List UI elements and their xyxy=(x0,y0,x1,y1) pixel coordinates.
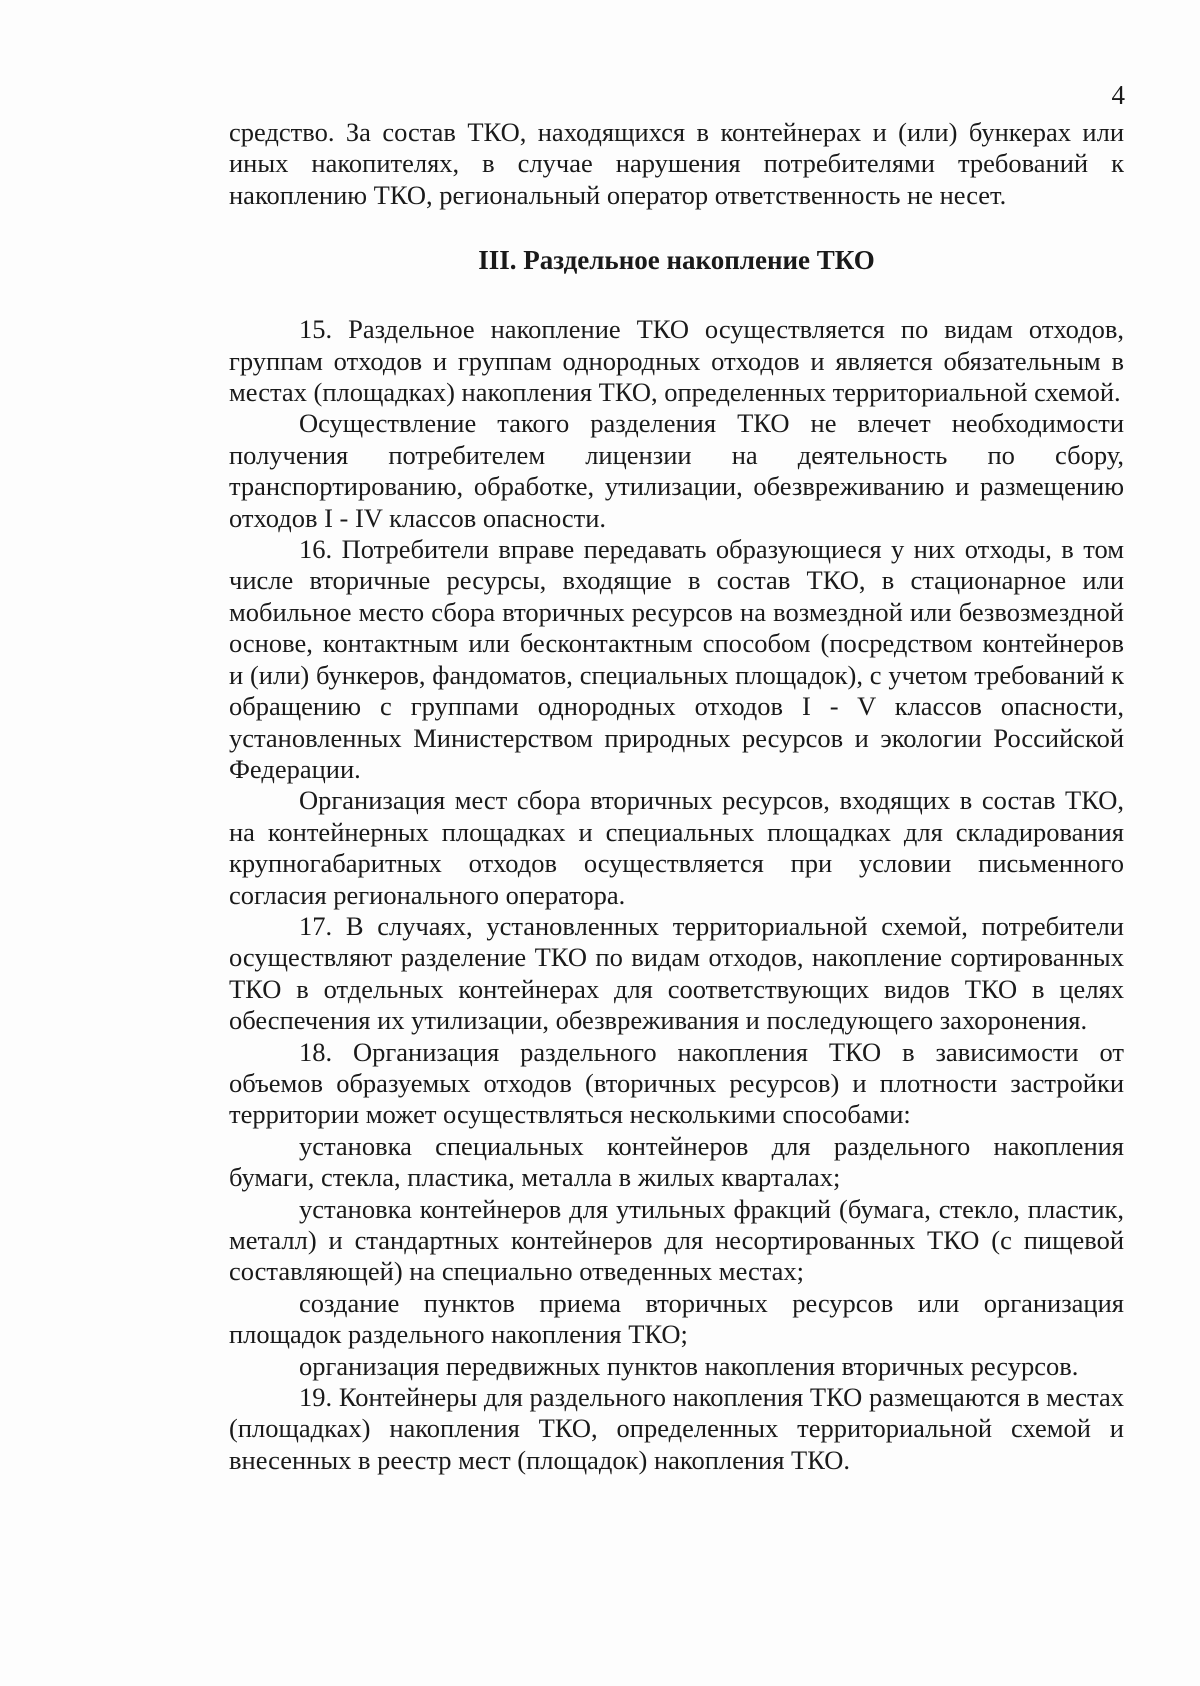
paragraph-16: 16. Потребители вправе передавать образующиеся у них отходы, в том числе вторичные ресурсы, входящие в состав ТКО, в стационарное или мобильное место сбора вторичных ресурсов на возмездной или безвозмездной основе, контактным или бесконтактным способом (посредством контейнеров и (или) бункеров, фандоматов, специальных площадок), с учетом требований к обращению с группами однородных отходов I - V классов опасности, установленных Министерством природных ресурсов и экологии Российской Федерации. xyxy=(229,534,1124,784)
paragraph-18: 18. Организация раздельного накопления ТКО в зависимости от объемов образуемых отходов (вторичных ресурсов) и плотности застройки территории может осуществляться несколькими способами: xyxy=(229,1036,1124,1130)
list-item: организация передвижных пунктов накопления вторичных ресурсов. xyxy=(299,1350,1079,1381)
section-heading: III. Раздельное накопление ТКО xyxy=(478,245,875,276)
list-item: установка специальных контейнеров для раздельного накопления бумаги, стекла, пластика, металла в жилых кварталах; xyxy=(229,1130,1124,1193)
list-item: установка контейнеров для утильных фракций (бумага, стекло, пластик, металл) и стандартных контейнеров для несортированных ТКО (с пищевой составляющей) на специально отведенных местах; xyxy=(229,1193,1124,1287)
paragraph-16-note: Организация мест сбора вторичных ресурсов, входящих в состав ТКО, на контейнерных площадках и специальных площадках для складирования крупногабаритных отходов осуществляется при условии письменного согласия регионального оператора. xyxy=(229,785,1124,910)
paragraph-19: 19. Контейнеры для раздельного накопления ТКО размещаются в местах (площадках) накопления ТКО, определенных территориальной схемой и внесенных в реестр мест (площадок) накопления ТКО. xyxy=(229,1382,1124,1475)
paragraph-17: 17. В случаях, установленных территориальной схемой, потребители осуществляют разделение ТКО по видам отходов, накопление сортированных ТКО в отдельных контейнерах для соответствующих видов ТКО в целях обеспечения их утилизации, обезвреживания и последующего захоронения. xyxy=(229,910,1124,1036)
paragraph-15: 15. Раздельное накопление ТКО осуществляется по видам отходов, группам отходов и группам однородных отходов и является обязательным в местах (площадках) накопления ТКО, определенных территориальной схемой. xyxy=(229,314,1124,408)
intro-paragraph: средство. За состав ТКО, находящихся в контейнерах и (или) бункерах или иных накопителях, в случае нарушения потребителями требований к накоплению ТКО, региональный оператор ответственность не несет. xyxy=(229,117,1124,210)
paragraph-15-note: Осуществление такого разделения ТКО не влечет необходимости получения потребителем лицензии на деятельность по сбору, транспортированию, обработке, утилизации, обезвреживанию и размещению отходов I - IV классов опасности. xyxy=(229,408,1124,533)
list-item: создание пунктов приема вторичных ресурсов или организация площадок раздельного накопления ТКО; xyxy=(229,1287,1124,1350)
document-body xyxy=(229,117,1124,1476)
page-number: 4 xyxy=(1111,80,1125,110)
